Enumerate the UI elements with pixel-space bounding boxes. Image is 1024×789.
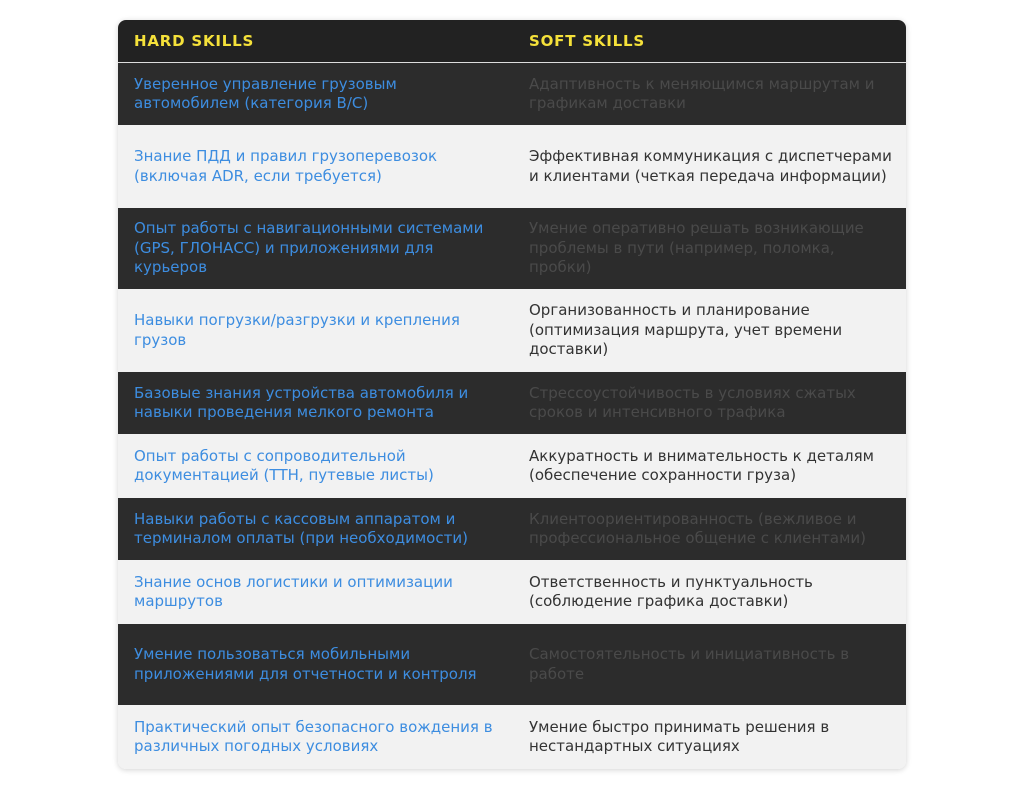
hard-skill-cell: Практический опыт безопасного вождения в различных погодных условиях xyxy=(134,717,493,755)
hard-skill-cell: Уверенное управление грузовым автомобилем (категория B/C) xyxy=(134,74,397,112)
soft-skill-cell: Умение быстро принимать решения в нестандартных ситуациях xyxy=(529,717,830,755)
table-row xyxy=(118,498,906,560)
soft-skill-cell: Ответственность и пунктуальность (соблюдение графика доставки) xyxy=(529,572,813,610)
hard-skill-cell: Знание основ логистики и оптимизации маршрутов xyxy=(134,572,453,610)
hard-skills-header: HARD SKILLS xyxy=(134,32,255,50)
hard-skill-cell: Опыт работы с навигационными системами (GPS, ГЛОНАСС) и приложениями для курьеров xyxy=(134,219,484,277)
soft-skill-cell: Самостоятельность и инициативность в работе xyxy=(529,645,850,683)
soft-skill-cell: Организованность и планирование (оптимизация маршрута, учет времени доставки) xyxy=(529,301,843,359)
soft-skills-header: SOFT SKILLS xyxy=(529,32,645,50)
table-row xyxy=(118,125,906,208)
table-row xyxy=(118,560,906,624)
hard-skill-cell: Базовые знания устройства автомобиля и навыки проведения мелкого ремонта xyxy=(134,383,469,421)
hard-skill-cell: Умение пользоваться мобильными приложениями для отчетности и контроля xyxy=(134,645,477,683)
table-row xyxy=(118,208,906,289)
soft-skill-cell: Эффективная коммуникация с диспетчерами и клиентами (четкая передача информации) xyxy=(529,147,892,185)
soft-skill-cell: Аккуратность и внимательность к деталям (обеспечение сохранности груза) xyxy=(529,446,874,484)
table-row xyxy=(118,63,906,125)
soft-skill-cell: Умение оперативно решать возникающие проблемы в пути (например, поломка, пробки) xyxy=(529,219,864,277)
table-row xyxy=(118,289,906,372)
table-header xyxy=(118,20,906,63)
skills-table xyxy=(118,20,906,769)
hard-skill-cell: Навыки погрузки/разгрузки и крепления грузов xyxy=(134,311,460,349)
table-row xyxy=(118,624,906,705)
hard-skill-cell: Навыки работы с кассовым аппаратом и терминалом оплаты (при необходимости) xyxy=(134,509,468,547)
soft-skill-cell: Стрессоустойчивость в условиях сжатых сроков и интенсивного трафика xyxy=(529,383,856,421)
table-row xyxy=(118,705,906,769)
hard-skill-cell: Опыт работы с сопроводительной документацией (ТТН, путевые листы) xyxy=(134,446,434,484)
soft-skill-cell: Адаптивность к меняющимся маршрутам и графикам доставки xyxy=(529,74,875,112)
table-row xyxy=(118,372,906,434)
hard-skill-cell: Знание ПДД и правил грузоперевозок (включая ADR, если требуется) xyxy=(134,147,438,185)
soft-skill-cell: Клиентоориентированность (вежливое и профессиональное общение с клиентами) xyxy=(529,509,867,547)
table-row xyxy=(118,434,906,498)
